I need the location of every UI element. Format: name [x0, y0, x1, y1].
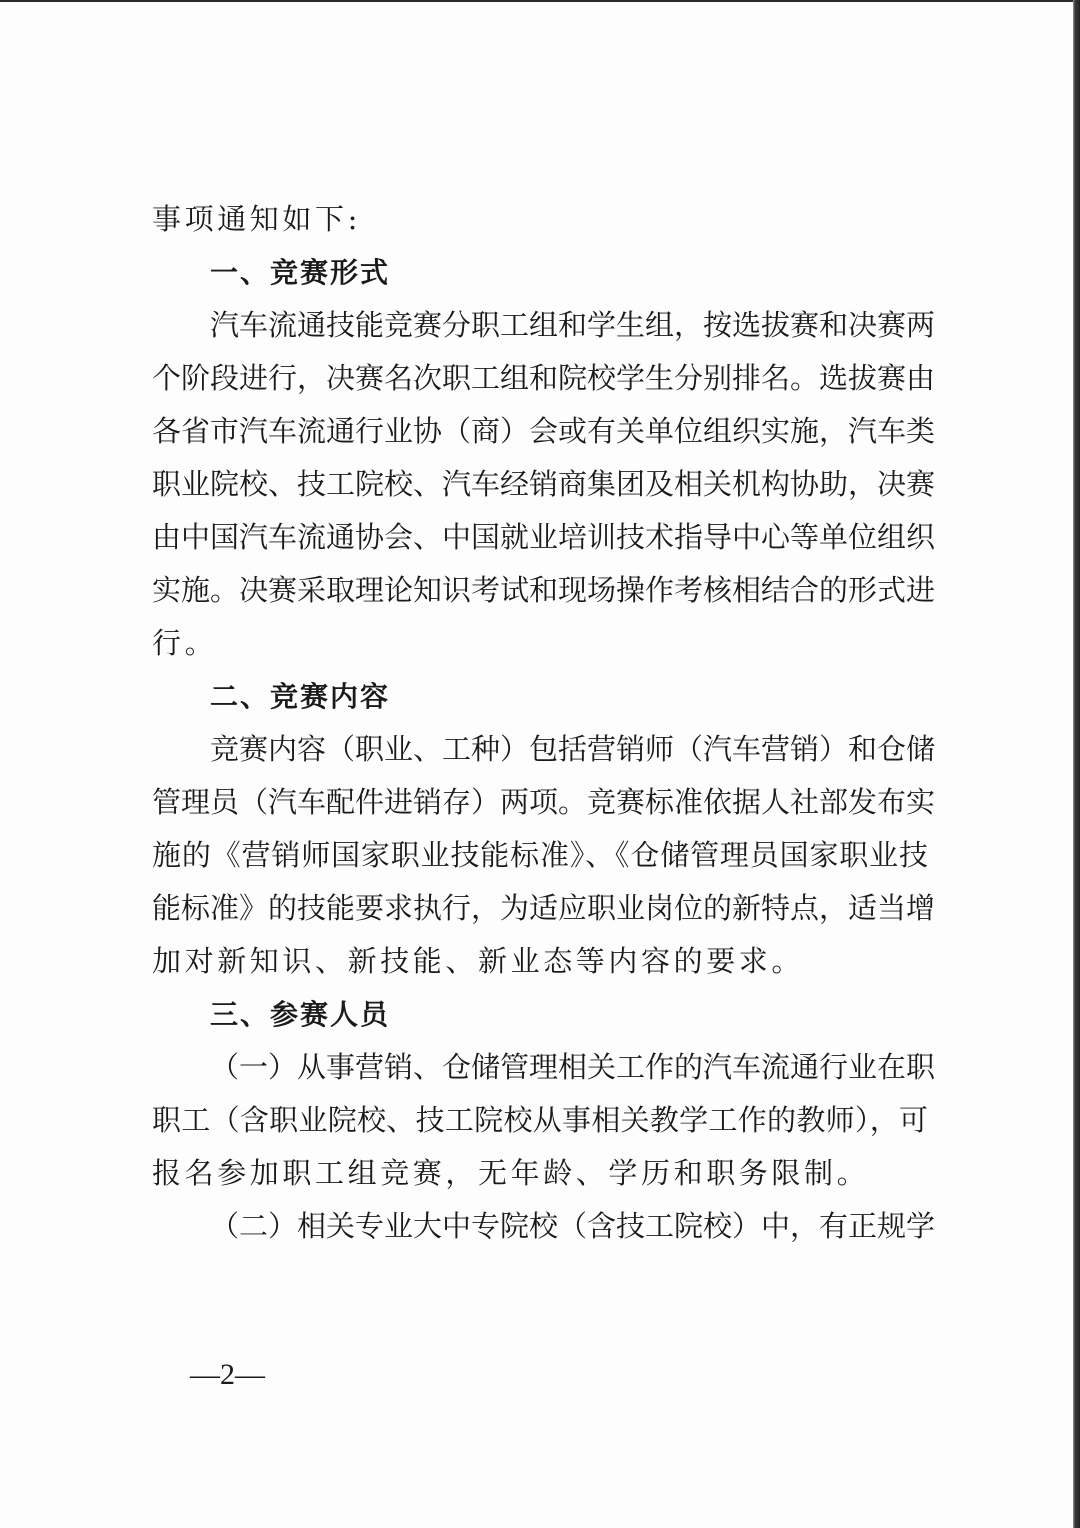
paragraph-line: （二）相关专业大中专院校（含技工院校）中，有正规学	[210, 1209, 936, 1243]
scan-right-edge	[1073, 0, 1080, 1528]
section-heading-participants: 三、参赛人员	[210, 998, 391, 1031]
page-number: —2—	[190, 1358, 265, 1391]
document-body	[152, 193, 936, 1253]
paragraph-line: 竞赛内容（职业、工种）包括营销师（汽车营销）和仓储	[210, 732, 936, 766]
paragraph-line: 加对新知识、新技能、新业态等内容的要求。	[152, 944, 805, 978]
paragraph-line: 能标准》的技能要求执行，为适应职业岗位的新特点，适当增	[152, 891, 936, 925]
paragraph-line: 报名参加职工组竞赛，无年龄、学历和职务限制。	[152, 1156, 870, 1190]
paragraph-line: 管理员（汽车配件进销存）两项。竞赛标准依据人社部发布实	[152, 785, 936, 819]
paragraph-line: 职工（含职业院校、技工院校从事相关教学工作的教师），可	[152, 1103, 928, 1137]
paragraph-line: 施的《营销师国家职业技能标准》、《仓储管理员国家职业技	[152, 838, 928, 872]
section-heading-competition-format: 一、竞赛形式	[210, 256, 391, 289]
paragraph-line: （一）从事营销、仓储管理相关工作的汽车流通行业在职	[210, 1050, 936, 1084]
intro-line: 事项通知如下:	[152, 202, 361, 236]
paragraph-line: 由中国汽车流通协会、中国就业培训技术指导中心等单位组织	[152, 520, 936, 554]
paragraph-line: 各省市汽车流通行业协（商）会或有关单位组织实施，汽车类	[152, 414, 936, 448]
paragraph-line: 行。	[152, 626, 218, 660]
paragraph-line: 实施。决赛采取理论知识考试和现场操作考核相结合的形式进	[152, 573, 936, 607]
scan-top-edge	[0, 0, 1080, 2]
paragraph-line: 个阶段进行，决赛名次职工组和院校学生分别排名。选拔赛由	[152, 361, 936, 395]
paragraph-line: 汽车流通技能竞赛分职工组和学生组，按选拔赛和决赛两	[210, 308, 936, 342]
section-heading-competition-content: 二、竞赛内容	[210, 680, 391, 713]
paragraph-line: 职业院校、技工院校、汽车经销商集团及相关机构协助，决赛	[152, 467, 936, 501]
